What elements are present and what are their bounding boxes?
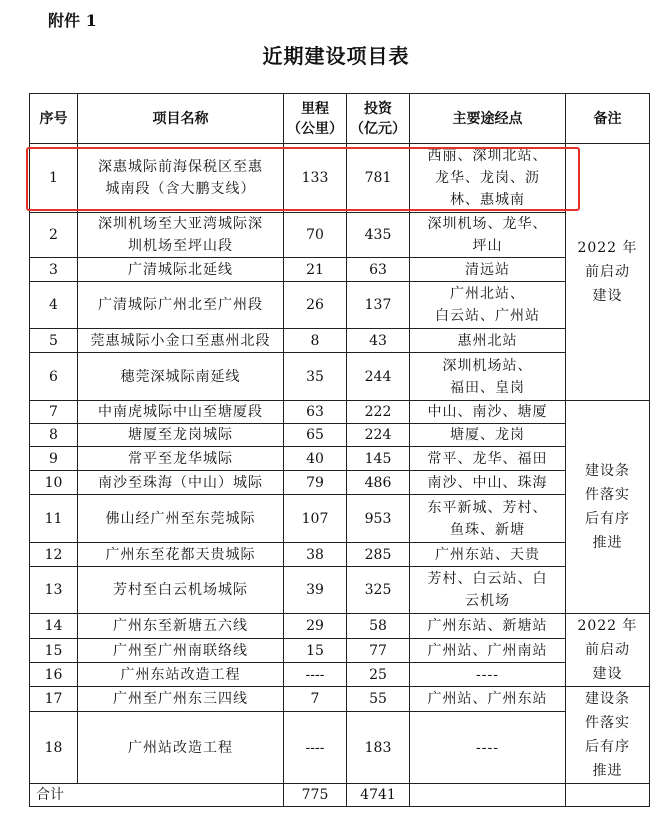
cell-length: ---- [284, 663, 347, 687]
cell-investment: 435 [347, 213, 410, 258]
cell-investment: 25 [347, 663, 410, 687]
header-remarks: 备注 [566, 94, 650, 144]
table-row [30, 353, 650, 401]
cell-investment: 183 [347, 712, 410, 784]
cell-seq: 4 [30, 282, 78, 329]
cell-investment: 55 [347, 687, 410, 712]
cell-seq: 14 [30, 614, 78, 639]
cell-name: 广清城际广州北至广州段 [78, 282, 284, 329]
cell-remark-group-c: 2022 年 前启动 建设 [566, 614, 650, 687]
cell-investment: 63 [347, 258, 410, 282]
cell-length: 79 [284, 471, 347, 495]
cell-stations: 清远站 [410, 258, 566, 282]
cell-name: 广州东站改造工程 [78, 663, 284, 687]
cell-stations: 广州站、广州南站 [410, 638, 566, 663]
cell-length: 21 [284, 258, 347, 282]
cell-investment: 77 [347, 638, 410, 663]
cell-remark-group-a: 2022 年 前启动 建设 [566, 144, 650, 401]
table-row [30, 282, 650, 329]
header-investment: 投资 （亿元） [347, 94, 410, 144]
table-row [30, 471, 650, 495]
cell-seq: 6 [30, 353, 78, 401]
cell-name: 广州东至新塘五六线 [78, 614, 284, 639]
cell-name: 塘厦至龙岗城际 [78, 424, 284, 447]
cell-stations: 东平新城、芳村、 鱼珠、新塘 [410, 495, 566, 543]
cell-investment: 953 [347, 495, 410, 543]
total-investment: 4741 [347, 784, 410, 807]
attachment-label: 附件 1 [48, 11, 97, 30]
total-row [30, 784, 650, 807]
total-remarks-empty [566, 784, 650, 807]
header-length: 里程 （公里） [284, 94, 347, 144]
cell-stations: 深圳机场站、 福田、皇岗 [410, 353, 566, 401]
cell-length: 26 [284, 282, 347, 329]
cell-name: 深惠城际前海保税区至惠 城南段（含大鹏支线） [78, 144, 284, 213]
cell-seq: 17 [30, 687, 78, 712]
header-stations: 主要途经点 [410, 94, 566, 144]
cell-seq: 18 [30, 712, 78, 784]
page-title: 近期建设项目表 [262, 44, 410, 68]
cell-seq: 15 [30, 638, 78, 663]
cell-length: 38 [284, 543, 347, 567]
cell-name: 常平至龙华城际 [78, 447, 284, 471]
cell-name: 莞惠城际小金口至惠州北段 [78, 329, 284, 353]
cell-stations: 芳村、白云站、白 云机场 [410, 567, 566, 614]
cell-length: 29 [284, 614, 347, 639]
cell-investment: 58 [347, 614, 410, 639]
cell-seq: 5 [30, 329, 78, 353]
cell-name: 广州东至花都天贵城际 [78, 543, 284, 567]
table-row [30, 213, 650, 258]
cell-length: 70 [284, 213, 347, 258]
cell-stations: ---- [410, 663, 566, 687]
cell-length: ---- [284, 712, 347, 784]
table-row [30, 567, 650, 614]
table-row [30, 663, 650, 687]
total-label: 合计 [30, 784, 284, 807]
cell-seq: 13 [30, 567, 78, 614]
cell-stations: 南沙、中山、珠海 [410, 471, 566, 495]
cell-name: 佛山经广州至东莞城际 [78, 495, 284, 543]
cell-remark-group-b: 建设条 件落实 后有序 推进 [566, 401, 650, 614]
table-row [30, 712, 650, 784]
cell-length: 133 [284, 144, 347, 213]
table-row [30, 447, 650, 471]
cell-seq: 10 [30, 471, 78, 495]
cell-name: 穗莞深城际南延线 [78, 353, 284, 401]
cell-investment: 137 [347, 282, 410, 329]
cell-stations: 广州东站、新塘站 [410, 614, 566, 639]
cell-length: 65 [284, 424, 347, 447]
table-row [30, 687, 650, 712]
cell-name: 广州至广州南联络线 [78, 638, 284, 663]
cell-seq: 1 [30, 144, 78, 213]
total-length: 775 [284, 784, 347, 807]
cell-investment: 285 [347, 543, 410, 567]
cell-investment: 43 [347, 329, 410, 353]
cell-name: 深圳机场至大亚湾城际深 圳机场至坪山段 [78, 213, 284, 258]
table-row [30, 424, 650, 447]
cell-investment: 781 [347, 144, 410, 213]
cell-stations: 广州北站、 白云站、广州站 [410, 282, 566, 329]
cell-stations: 深圳机场、龙华、 坪山 [410, 213, 566, 258]
cell-stations: 西丽、深圳北站、 龙华、龙岗、沥 林、惠城南 [410, 144, 566, 213]
cell-seq: 16 [30, 663, 78, 687]
cell-length: 63 [284, 401, 347, 424]
cell-seq: 8 [30, 424, 78, 447]
header-seq: 序号 [30, 94, 78, 144]
cell-seq: 3 [30, 258, 78, 282]
table-row [30, 495, 650, 543]
cell-stations: 塘厦、龙岗 [410, 424, 566, 447]
cell-name: 广清城际北延线 [78, 258, 284, 282]
cell-investment: 486 [347, 471, 410, 495]
cell-investment: 222 [347, 401, 410, 424]
cell-name: 南沙至珠海（中山）城际 [78, 471, 284, 495]
cell-seq: 2 [30, 213, 78, 258]
cell-investment: 145 [347, 447, 410, 471]
cell-name: 广州至广州东三四线 [78, 687, 284, 712]
table-row [30, 638, 650, 663]
cell-length: 35 [284, 353, 347, 401]
table-row [30, 144, 650, 213]
cell-stations: 惠州北站 [410, 329, 566, 353]
table-row [30, 614, 650, 639]
table-row [30, 258, 650, 282]
table-row [30, 543, 650, 567]
cell-name: 芳村至白云机场城际 [78, 567, 284, 614]
cell-seq: 12 [30, 543, 78, 567]
cell-length: 8 [284, 329, 347, 353]
header-row [30, 94, 650, 144]
cell-stations: 广州站、广州东站 [410, 687, 566, 712]
cell-remark-group-d: 建设条 件落实 后有序 推进 [566, 687, 650, 784]
total-stations-empty [410, 784, 566, 807]
project-table [29, 93, 650, 807]
cell-stations: 中山、南沙、塘厦 [410, 401, 566, 424]
cell-investment: 244 [347, 353, 410, 401]
cell-length: 7 [284, 687, 347, 712]
table-row [30, 401, 650, 424]
cell-stations: ---- [410, 712, 566, 784]
cell-investment: 325 [347, 567, 410, 614]
cell-stations: 广州东站、天贵 [410, 543, 566, 567]
cell-name: 中南虎城际中山至塘厦段 [78, 401, 284, 424]
cell-length: 39 [284, 567, 347, 614]
cell-length: 107 [284, 495, 347, 543]
table-row [30, 329, 650, 353]
cell-stations: 常平、龙华、福田 [410, 447, 566, 471]
header-name: 项目名称 [78, 94, 284, 144]
cell-name: 广州站改造工程 [78, 712, 284, 784]
cell-length: 15 [284, 638, 347, 663]
cell-seq: 9 [30, 447, 78, 471]
cell-investment: 224 [347, 424, 410, 447]
cell-seq: 7 [30, 401, 78, 424]
cell-seq: 11 [30, 495, 78, 543]
cell-length: 40 [284, 447, 347, 471]
